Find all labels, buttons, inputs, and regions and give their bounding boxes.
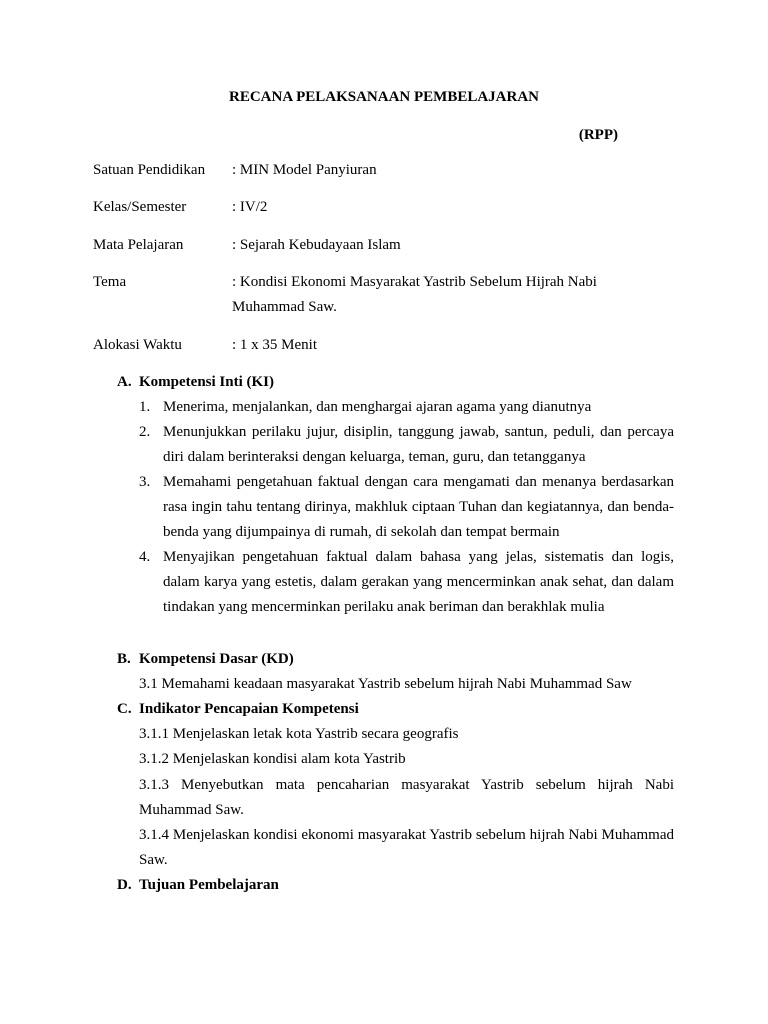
identity-label: Alokasi Waktu (93, 337, 182, 353)
identity-value: : Sejarah Kebudayaan Islam (232, 237, 401, 253)
indikator-item: 3.1.1 Menjelaskan letak kota Yastrib secara geografis (139, 726, 459, 742)
list-item (139, 470, 674, 545)
section-letter: B. (117, 651, 131, 667)
list-number: 2. (139, 424, 151, 440)
section-title: Kompetensi Dasar (KD) (139, 651, 294, 667)
list-text: Menerima, menjalankan, dan menghargai ajaran agama yang dianutnya (163, 399, 592, 415)
list-text: Menyajikan pengetahuan faktual dalam bahasa yang jelas, sistematis dan logis, dalam karya yang estetis, dalam gerakan yang mencerminkan anak sehat, dan dalam tindakan yang mencerminkan perilaku anak beriman dan berakhlak mulia (163, 549, 674, 615)
identity-value: : MIN Model Panyiuran (232, 162, 377, 178)
identity-label: Kelas/Semester (93, 199, 187, 215)
identity-value: : IV/2 (232, 199, 268, 215)
indikator-item: 3.1.2 Menjelaskan kondisi alam kota Yastrib (139, 751, 406, 767)
list-item (139, 545, 674, 620)
section-letter: D. (117, 877, 132, 893)
section-d-heading (117, 873, 279, 898)
identity-value: : 1 x 35 Menit (232, 337, 317, 353)
list-item (139, 395, 674, 420)
section-title: Kompetensi Inti (KI) (139, 374, 274, 390)
section-letter: C. (117, 701, 132, 717)
document-subtitle: (RPP) (578, 127, 618, 143)
list-item (139, 420, 674, 470)
indikator-item: 3.1.3 Menyebutkan mata pencaharian masyarakat Yastrib sebelum hijrah Nabi Muhammad Saw. (139, 777, 674, 818)
kompetensi-inti-list (139, 395, 674, 620)
section-letter: A. (117, 374, 132, 390)
section-title: Indikator Pencapaian Kompetensi (139, 701, 359, 717)
section-c-heading (117, 697, 359, 722)
section-title: Tujuan Pembelajaran (139, 877, 279, 893)
section-b-heading (117, 647, 294, 672)
list-number: 1. (139, 399, 151, 415)
document-title: RECANA PELAKSANAAN PEMBELAJARAN (228, 89, 540, 105)
list-text: Menunjukkan perilaku jujur, disiplin, tanggung jawab, santun, peduli, dan percaya diri dalam berinteraksi dengan keluarga, teman, guru, dan tetangganya (163, 424, 674, 465)
section-a-heading (117, 370, 274, 395)
identity-value: : Kondisi Ekonomi Masyarakat Yastrib Sebelum Hijrah Nabi Muhammad Saw. (232, 274, 597, 315)
kd-item: 3.1 Memahami keadaan masyarakat Yastrib sebelum hijrah Nabi Muhammad Saw (139, 676, 632, 692)
identity-label: Satuan Pendidikan (93, 162, 206, 178)
identity-label: Mata Pelajaran (93, 237, 184, 253)
identity-label: Tema (93, 274, 127, 290)
list-number: 3. (139, 474, 151, 490)
indikator-item: 3.1.4 Menjelaskan kondisi ekonomi masyarakat Yastrib sebelum hijrah Nabi Muhammad Saw. (139, 827, 674, 868)
list-text: Memahami pengetahuan faktual dengan cara mengamati dan menanya berdasarkan rasa ingin tahu tentang dirinya, makhluk ciptaan Tuhan dan kegiatannya, dan benda-benda yang dijumpainya di rumah, di sekolah dan tempat bermain (163, 474, 674, 540)
list-number: 4. (139, 549, 151, 565)
